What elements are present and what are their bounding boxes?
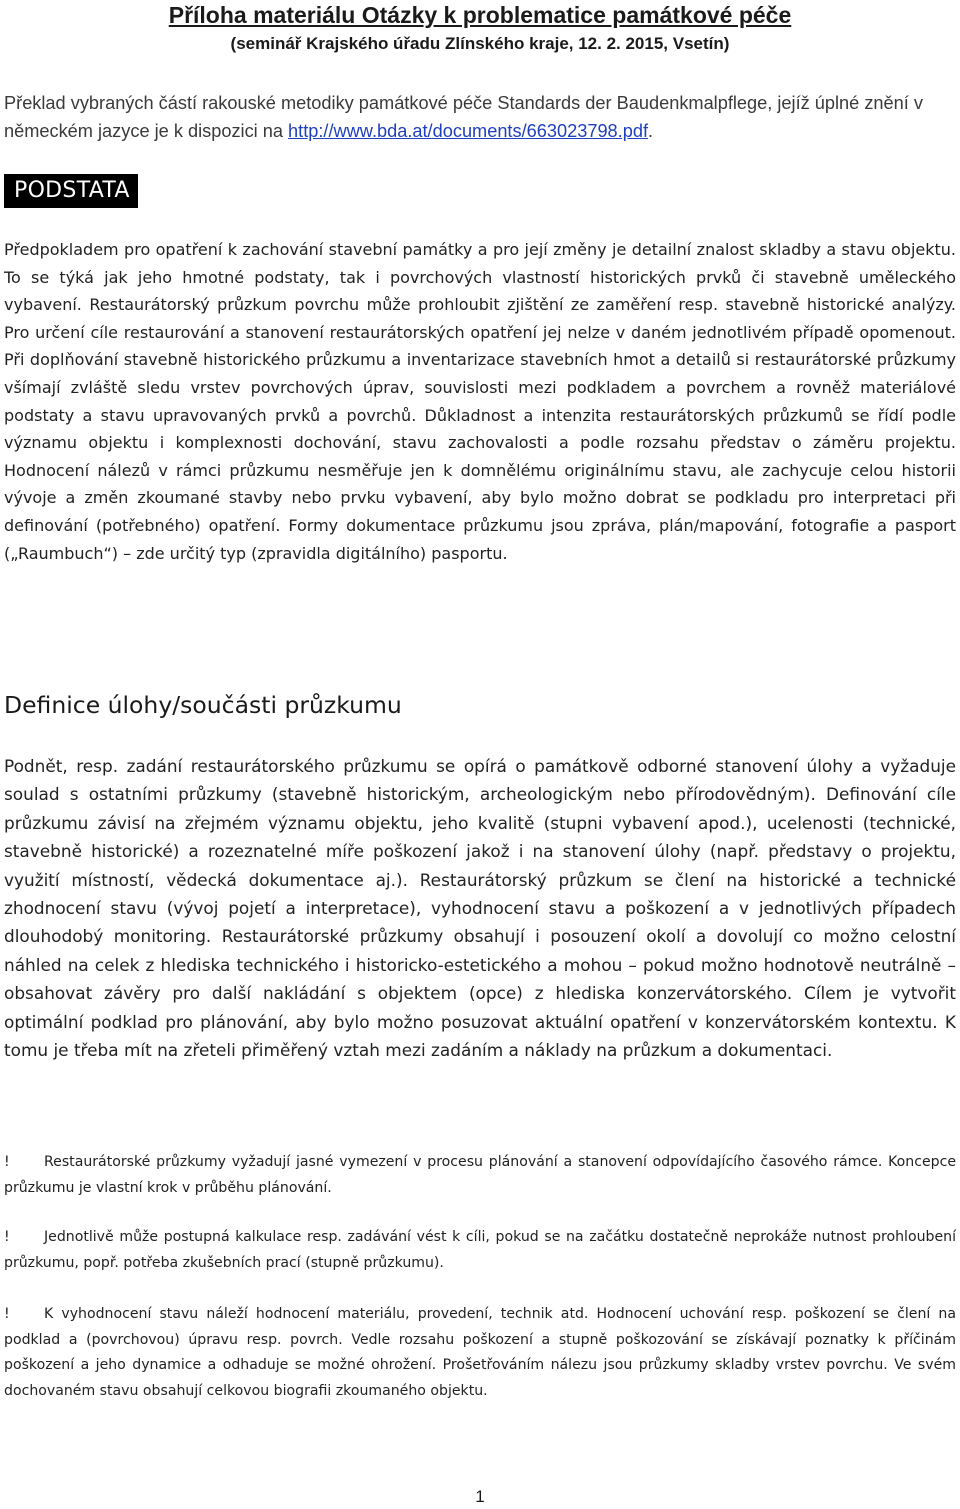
- definition-paragraph: Podnět, resp. zadání restaurátorského průzkumu se opírá o památkově odborné stanovení úlohy a vyžaduje soulad s ostatními průzkumy (stavebně historickým, archeologickým nebo přírodovědným). Definování cíle průzkumu závisí na zřejmém významu objektu, jeho kvalitě (stupni vybavení apod.), ucelenosti (technické, stavebně historické) a rozeznatelné míře poškození jakož i na stanovení úlohy (např. představy o projektu, využití místností, vědecká dokumentace aj.). Restaurátorský průzkum se člení na historické a technické zhodnocení stavu (vývoj pojetí a interpretace), vyhodnocení stavu a poškození a v jednotlivých případech dlouhodobý monitoring. Restaurátorské průzkumy obsahují i posouzení okolí a dovolují co možno celostní náhled na celek z hlediska technického i historicko-estetického a mohou – pokud možno hodnotově neutrálně – obsahovat závěry pro další nakládání s objektem (opce) z hlediska konzervátorského. Cílem je vytvořit optimální podklad pro plánování, aby bylo možno posuzovat aktuální opatření v konzervátorském kontextu. K tomu je třeba mít na zřeteli přiměřený vztah mezi zadáním a náklady na průzkum a dokumentaci.: [4, 756, 956, 1061]
- page-number: 1: [475, 1487, 485, 1506]
- intro-text: Překlad vybraných částí rakouské metodiky památkové péče Standards der Baudenkmalpflege, jejíž úplné znění v německém jazyce je k dispozici na: [4, 93, 923, 141]
- note-text: Jednotlivě může postupná kalkulace resp. zadávání vést k cíli, pokud se na začátku dostatečně neprokáže nutnost prohloubení průzkumu, popř. potřeba zkušebních prací (stupně průzkumu).: [4, 1229, 956, 1271]
- document-subtitle: (seminář Krajského úřadu Zlínského kraje, 12. 2. 2015, Vsetín): [230, 34, 730, 53]
- note-marker: !: [4, 1229, 10, 1245]
- source-link[interactable]: http://www.bda.at/documents/663023798.pdf: [288, 121, 649, 141]
- intro-paragraph: [4, 89, 956, 145]
- note-item: [4, 1302, 956, 1404]
- podstata-paragraph: Předpokladem pro opatření k zachování stavební památky a pro její změny je detailní znalost skladby a stavu objektu. To se týká jak jeho hmotné podstaty, tak i povrchových vlastností historických prvků či stavebně uměleckého vybavení. Restaurátorský průzkum povrchu může prohloubit zjištění ze zaměření resp. stavebně historické analýzy. Pro určení cíle restaurování a stanovení restaurátorských opatření jej nelze v daném jednotlivém případě opomenout. Při doplňování stavebně historického průzkumu a inventarizace stavebních hmot a detailů si restaurátorské průzkumy všímají zvláště sledu vrstev povrchových úprav, souvislosti mezi podkladem a povrchem a rovněž materiálové podstaty a stavu upravovaných prvků a povrchů. Důkladnost a intenzita restaurátorských průzkumů se řídí podle významu objektu i komplexnosti dochování, stavu zachovalosti a podle rozsahu představ o záměru projektu. Hodnocení nálezů v rámci průzkumu nesměřuje jen k domnělému originálnímu stavu, ale zachycuje celou historii vývoje a změn zkoumané stavby nebo prvku vybavení, aby bylo možno dobrat se podkladu pro interpretaci při definování (potřebného) opatření. Formy dokumentace průzkumu jsou zpráva, plán/mapování, fotografie a pasport („Raumbuch“) – zde určitý typ (zpravidla digitálního) pasportu.: [4, 240, 956, 563]
- section-label-podstata: PODSTATA: [4, 174, 138, 208]
- document-title: Příloha materiálu Otázky k problematice památkové péče: [168, 2, 792, 28]
- note-item: [4, 1225, 956, 1276]
- intro-trailing: .: [648, 121, 654, 141]
- note-text: K vyhodnocení stavu náleží hodnocení materiálu, provedení, technik atd. Hodnocení uchování resp. poškození se člení na podklad a (povrchovou) úpravu resp. povrch. Vedle rozsahu poškození a stupně poškozování se získávají poznatky k příčinám poškození a jeho dynamice a odhaduje se možné ohrožení. Prošetřováním nálezu jsou průzkumy skladby vrstev povrchu. Ve svém dochovaném stavu obsahují celkovou biografii zkoumaného objektu.: [4, 1306, 956, 1399]
- note-marker: !: [4, 1154, 10, 1170]
- note-marker: !: [4, 1306, 10, 1322]
- note-text: Restaurátorské průzkumy vyžadují jasné vymezení v procesu plánování a stanovení odpovídajícího časového rámce. Koncepce průzkumu je vlastní krok v průběhu plánování.: [4, 1154, 956, 1196]
- note-item: [4, 1150, 956, 1201]
- definition-heading: Definice úlohy/součásti průzkumu: [4, 691, 402, 719]
